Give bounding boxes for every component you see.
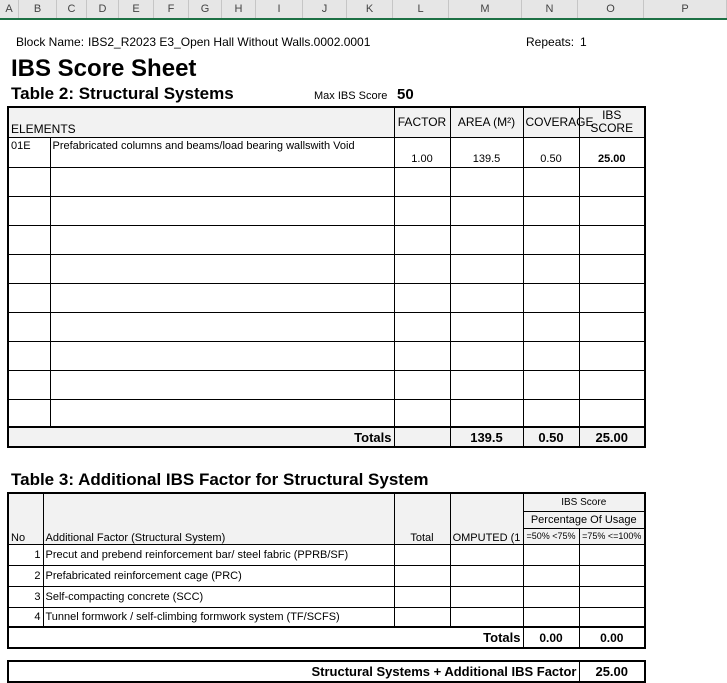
table-row (8, 137, 645, 167)
summary-table (7, 660, 646, 683)
empty-cell[interactable] (50, 341, 394, 370)
empty-cell[interactable] (8, 370, 50, 399)
empty-cell[interactable] (579, 283, 645, 312)
column-header-m[interactable]: M (449, 0, 522, 18)
empty-cell[interactable] (50, 225, 394, 254)
empty-cell[interactable] (394, 225, 450, 254)
summary-label: Structural Systems + Additional IBS Factor (8, 661, 579, 682)
no-header: No (8, 493, 43, 544)
coverage-header: COVERAGE (523, 107, 579, 137)
additional-factor-header: Additional Factor (Structural System) (43, 493, 394, 544)
empty-cell[interactable] (523, 225, 579, 254)
empty-cell[interactable] (523, 586, 579, 607)
empty-cell[interactable] (579, 196, 645, 225)
table3-total-cell-1[interactable]: 0.00 (523, 627, 579, 648)
column-header-d[interactable]: D (87, 0, 119, 18)
row-number: 2 (8, 565, 43, 586)
empty-cell[interactable] (579, 586, 645, 607)
empty-cell[interactable] (450, 565, 523, 586)
empty-cell[interactable] (450, 544, 523, 565)
percentage-of-usage-header: Percentage Of Usage (523, 511, 645, 528)
ibs-score-group-header: IBS Score (523, 493, 645, 511)
empty-cell[interactable] (50, 399, 394, 427)
block-name-value: IBS2_R2023 E3_Open Hall Without Walls.0002.0001 (88, 35, 371, 49)
empty-cell[interactable] (8, 254, 50, 283)
empty-cell[interactable] (450, 254, 523, 283)
factor-description: Prefabricated reinforcement cage (PRC) (43, 565, 394, 586)
summary-row (8, 661, 645, 682)
empty-cell[interactable] (523, 283, 579, 312)
empty-cell[interactable] (450, 225, 523, 254)
column-header-c[interactable]: C (57, 0, 87, 18)
empty-cell[interactable] (50, 312, 394, 341)
row-number: 3 (8, 586, 43, 607)
empty-cell[interactable] (8, 283, 50, 312)
ibs-score-header: IBS SCORE (579, 107, 645, 137)
table-row (8, 254, 645, 283)
empty-cell[interactable] (450, 607, 523, 627)
area-header: AREA (M²) (450, 107, 523, 137)
max-ibs-label: Max IBS Score (314, 90, 388, 102)
column-header-bar (0, 0, 727, 20)
empty-cell[interactable] (523, 196, 579, 225)
empty-cell[interactable] (579, 544, 645, 565)
column-header-i[interactable]: I (256, 0, 303, 18)
area-cell[interactable]: 139.5 (450, 137, 523, 167)
additional-factor-table (7, 492, 646, 649)
empty-cell[interactable] (394, 341, 450, 370)
range-50-75-header: =50% <75% (523, 528, 579, 544)
empty-cell[interactable] (394, 167, 450, 196)
table-row (8, 586, 645, 607)
row-number: 4 (8, 607, 43, 627)
table2-title: Table 2: Structural Systems (11, 84, 234, 103)
coverage-cell[interactable]: 0.50 (523, 137, 579, 167)
max-ibs-value: 50 (397, 86, 414, 103)
table-row (8, 341, 645, 370)
empty-cell[interactable] (394, 427, 450, 447)
empty-cell[interactable] (50, 196, 394, 225)
table-row (8, 283, 645, 312)
repeats-value: 1 (580, 35, 587, 49)
table3-totals-row (8, 627, 645, 648)
empty-cell[interactable] (523, 254, 579, 283)
empty-cell[interactable] (394, 370, 450, 399)
summary-value[interactable]: 25.00 (579, 661, 645, 682)
empty-cell[interactable] (579, 167, 645, 196)
empty-cell[interactable] (394, 196, 450, 225)
empty-cell[interactable] (394, 565, 450, 586)
table-row (8, 196, 645, 225)
table3-title: Table 3: Additional IBS Factor for Structural System (11, 470, 429, 489)
structural-systems-table (7, 106, 646, 448)
empty-cell[interactable] (8, 341, 50, 370)
element-description-cell[interactable]: Prefabricated columns and beams/load bearing wallswith Void (50, 137, 394, 167)
empty-cell[interactable] (50, 254, 394, 283)
empty-cell[interactable] (579, 370, 645, 399)
computed-header: OMPUTED (1 (450, 493, 523, 544)
total-area-cell[interactable]: 139.5 (450, 427, 523, 447)
empty-cell[interactable] (394, 607, 450, 627)
column-header-k[interactable]: K (347, 0, 393, 18)
total-coverage-cell[interactable]: 0.50 (523, 427, 579, 447)
empty-cell[interactable] (450, 370, 523, 399)
empty-cell[interactable] (50, 370, 394, 399)
table-row (8, 565, 645, 586)
page-title: IBS Score Sheet (11, 55, 197, 82)
empty-cell[interactable] (523, 341, 579, 370)
table-row (8, 607, 645, 627)
table-row (8, 399, 645, 427)
repeats-label: Repeats: (526, 35, 575, 49)
column-header-f[interactable]: F (154, 0, 189, 18)
empty-cell[interactable] (8, 312, 50, 341)
empty-cell[interactable] (450, 283, 523, 312)
empty-cell[interactable] (523, 544, 579, 565)
empty-cell[interactable] (50, 167, 394, 196)
factor-header: FACTOR (394, 107, 450, 137)
table-row (8, 312, 645, 341)
range-75-100-header: =75% <=100% (579, 528, 645, 544)
empty-cell[interactable] (8, 196, 50, 225)
column-header-o[interactable]: O (578, 0, 644, 18)
table-row (8, 544, 645, 565)
empty-cell[interactable] (450, 312, 523, 341)
empty-cell[interactable] (8, 225, 50, 254)
empty-cell[interactable] (579, 341, 645, 370)
empty-cell[interactable] (450, 341, 523, 370)
empty-cell[interactable] (394, 544, 450, 565)
empty-cell[interactable] (579, 254, 645, 283)
elements-header: ELEMENTS (8, 107, 394, 137)
table2-totals-row (8, 427, 645, 447)
empty-cell[interactable] (523, 167, 579, 196)
table2-header-row (8, 107, 645, 137)
empty-cell[interactable] (394, 312, 450, 341)
factor-cell[interactable]: 1.00 (394, 137, 450, 167)
empty-cell[interactable] (450, 196, 523, 225)
empty-cell[interactable] (450, 586, 523, 607)
column-header-l[interactable]: L (393, 0, 449, 18)
factor-description: Self-compacting concrete (SCC) (43, 586, 394, 607)
table3-totals-label: Totals (8, 627, 523, 648)
table-row (8, 370, 645, 399)
ibs-score-cell[interactable]: 25.00 (579, 137, 645, 167)
table3-total-cell-2[interactable]: 0.00 (579, 627, 645, 648)
column-header-n[interactable]: N (522, 0, 578, 18)
column-header-b[interactable]: B (19, 0, 57, 18)
block-name-label: Block Name: (16, 35, 85, 49)
empty-cell[interactable] (450, 167, 523, 196)
column-header-p[interactable]: P (644, 0, 727, 18)
factor-description: Precut and prebend reinforcement bar/ steel fabric (PPRB/SF) (43, 544, 394, 565)
empty-cell[interactable] (523, 312, 579, 341)
empty-cell[interactable] (579, 565, 645, 586)
table-row (8, 225, 645, 254)
total-ibs-score-cell[interactable]: 25.00 (579, 427, 645, 447)
table3-header-row-1 (8, 493, 645, 511)
empty-cell[interactable] (394, 283, 450, 312)
empty-cell[interactable] (523, 399, 579, 427)
empty-cell[interactable] (579, 225, 645, 254)
column-header-h[interactable]: H (222, 0, 256, 18)
table-row (8, 167, 645, 196)
element-code-cell[interactable]: 01E (8, 137, 50, 167)
factor-description: Tunnel formwork / self-climbing formwork system (TF/SCFS) (43, 607, 394, 627)
total-header: Total (394, 493, 450, 544)
column-header-e[interactable]: E (119, 0, 154, 18)
empty-cell[interactable] (450, 399, 523, 427)
totals-label: Totals (8, 427, 394, 447)
empty-cell[interactable] (394, 399, 450, 427)
column-header-a[interactable]: A (0, 0, 19, 18)
empty-cell[interactable] (8, 167, 50, 196)
empty-cell[interactable] (523, 607, 579, 627)
empty-cell[interactable] (579, 312, 645, 341)
empty-cell[interactable] (579, 607, 645, 627)
empty-cell[interactable] (394, 586, 450, 607)
empty-cell[interactable] (8, 399, 50, 427)
empty-cell[interactable] (579, 399, 645, 427)
row-number: 1 (8, 544, 43, 565)
column-header-g[interactable]: G (189, 0, 222, 18)
column-header-j[interactable]: J (303, 0, 347, 18)
empty-cell[interactable] (523, 370, 579, 399)
empty-cell[interactable] (523, 565, 579, 586)
empty-cell[interactable] (394, 254, 450, 283)
empty-cell[interactable] (50, 283, 394, 312)
